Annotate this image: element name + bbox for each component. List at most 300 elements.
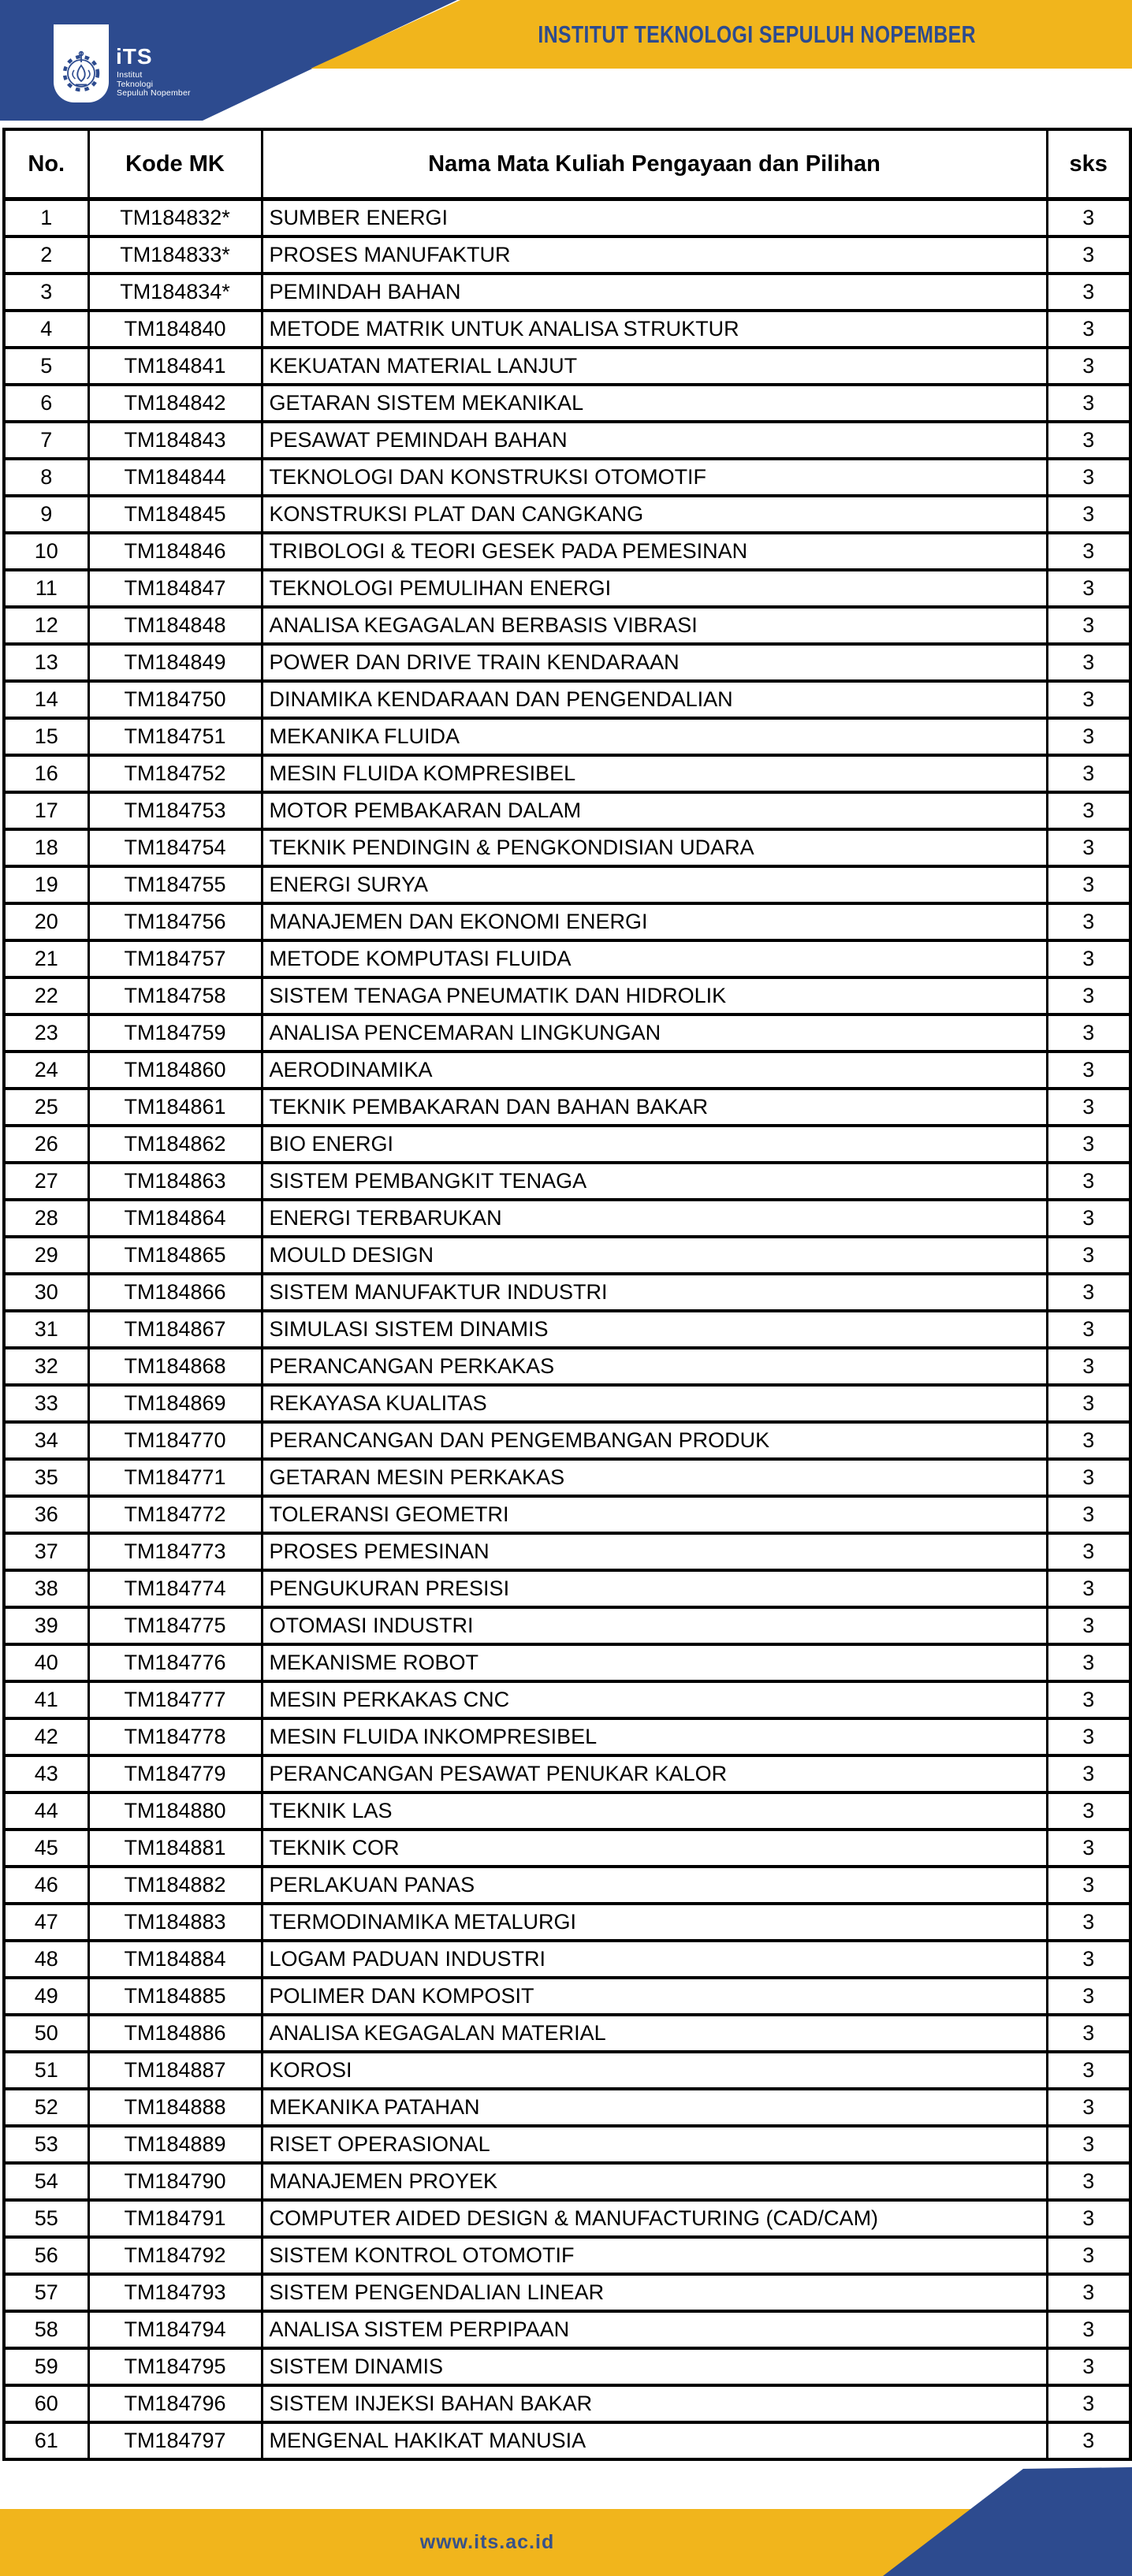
header-row — [4, 129, 1130, 199]
sks-cell: 3 — [1047, 2200, 1130, 2237]
sks-cell: 3 — [1047, 1422, 1130, 1459]
sks-cell: 3 — [1047, 2126, 1130, 2163]
course-name-cell: METODE MATRIK UNTUK ANALISA STRUKTUR — [262, 311, 1047, 348]
course-code-cell: TM184860 — [88, 1052, 262, 1089]
sks-cell: 3 — [1047, 829, 1130, 866]
row-number-cell: 61 — [4, 2422, 88, 2459]
course-code-cell: TM184880 — [88, 1792, 262, 1830]
sks-cell: 3 — [1047, 866, 1130, 903]
course-name-cell: PERANCANGAN PESAWAT PENUKAR KALOR — [262, 1755, 1047, 1792]
row-number-cell: 1 — [4, 199, 88, 237]
table-row — [4, 1348, 1130, 1385]
course-name-cell: MESIN FLUIDA KOMPRESIBEL — [262, 755, 1047, 792]
course-code-cell: TM184847 — [88, 570, 262, 607]
table-row — [4, 718, 1130, 755]
table-row — [4, 1644, 1130, 1681]
row-number-cell: 14 — [4, 681, 88, 718]
course-code-cell: TM184864 — [88, 1200, 262, 1237]
row-number-cell: 42 — [4, 1718, 88, 1755]
table-row — [4, 1792, 1130, 1830]
sks-cell: 3 — [1047, 1570, 1130, 1607]
course-code-cell: TM184794 — [88, 2311, 262, 2348]
sks-cell: 3 — [1047, 496, 1130, 533]
course-name-cell: ANALISA SISTEM PERPIPAAN — [262, 2311, 1047, 2348]
course-code-cell: TM184775 — [88, 1607, 262, 1644]
course-name-cell: ANALISA KEGAGALAN MATERIAL — [262, 2015, 1047, 2052]
course-code-cell: TM184790 — [88, 2163, 262, 2200]
course-code-cell: TM184849 — [88, 644, 262, 681]
course-name-cell: BIO ENERGI — [262, 1126, 1047, 1163]
table-row — [4, 2052, 1130, 2089]
course-name-cell: MENGENAL HAKIKAT MANUSIA — [262, 2422, 1047, 2459]
row-number-cell: 36 — [4, 1496, 88, 1533]
table-row — [4, 1459, 1130, 1496]
course-name-cell: MESIN FLUIDA INKOMPRESIBEL — [262, 1718, 1047, 1755]
sks-cell: 3 — [1047, 533, 1130, 570]
course-code-cell: TM184758 — [88, 977, 262, 1014]
sks-cell: 3 — [1047, 977, 1130, 1014]
sks-cell: 3 — [1047, 1718, 1130, 1755]
course-code-cell: TM184848 — [88, 607, 262, 644]
row-number-cell: 43 — [4, 1755, 88, 1792]
row-number-cell: 44 — [4, 1792, 88, 1830]
row-number-cell: 21 — [4, 940, 88, 977]
footer-website: www.its.ac.id — [419, 2531, 555, 2553]
table-row — [4, 1014, 1130, 1052]
course-name-cell: RISET OPERASIONAL — [262, 2126, 1047, 2163]
table-row — [4, 1904, 1130, 1941]
sks-cell: 3 — [1047, 2015, 1130, 2052]
course-code-cell: TM184886 — [88, 2015, 262, 2052]
sks-cell: 3 — [1047, 1792, 1130, 1830]
sks-cell: 3 — [1047, 1533, 1130, 1570]
course-code-cell: TM184868 — [88, 1348, 262, 1385]
course-code-cell: TM184865 — [88, 1237, 262, 1274]
row-number-cell: 50 — [4, 2015, 88, 2052]
course-code-cell: TM184796 — [88, 2385, 262, 2422]
table-row — [4, 977, 1130, 1014]
sks-cell: 3 — [1047, 1755, 1130, 1792]
table-row — [4, 792, 1130, 829]
course-name-cell: PEMINDAH BAHAN — [262, 274, 1047, 311]
course-name-cell: TERMODINAMIKA METALURGI — [262, 1904, 1047, 1941]
sks-cell: 3 — [1047, 570, 1130, 607]
table-row — [4, 2163, 1130, 2200]
course-code-cell: TM184793 — [88, 2274, 262, 2311]
course-code-cell: TM184757 — [88, 940, 262, 977]
row-number-cell: 29 — [4, 1237, 88, 1274]
table-row — [4, 1570, 1130, 1607]
table-row — [4, 1052, 1130, 1089]
row-number-cell: 23 — [4, 1014, 88, 1052]
course-code-cell: TM184862 — [88, 1126, 262, 1163]
sks-cell: 3 — [1047, 1163, 1130, 1200]
course-name-cell: SISTEM INJEKSI BAHAN BAKAR — [262, 2385, 1047, 2422]
course-name-cell: TEKNIK LAS — [262, 1792, 1047, 1830]
course-name-cell: DINAMIKA KENDARAAN DAN PENGENDALIAN — [262, 681, 1047, 718]
table-row — [4, 644, 1130, 681]
course-code-cell: TM184863 — [88, 1163, 262, 1200]
row-number-cell: 20 — [4, 903, 88, 940]
course-code-cell: TM184774 — [88, 1570, 262, 1607]
course-code-cell: TM184842 — [88, 385, 262, 422]
table-row — [4, 829, 1130, 866]
table-row — [4, 533, 1130, 570]
row-number-cell: 34 — [4, 1422, 88, 1459]
col-header-kode-mk: Kode MK — [88, 129, 262, 199]
course-name-cell: POWER DAN DRIVE TRAIN KENDARAAN — [262, 644, 1047, 681]
course-code-cell: TM184773 — [88, 1533, 262, 1570]
sks-cell: 3 — [1047, 940, 1130, 977]
course-name-cell: MEKANIKA PATAHAN — [262, 2089, 1047, 2126]
table-row — [4, 1533, 1130, 1570]
course-name-cell: TOLERANSI GEOMETRI — [262, 1496, 1047, 1533]
sks-cell: 3 — [1047, 718, 1130, 755]
row-number-cell: 6 — [4, 385, 88, 422]
sks-cell: 3 — [1047, 2052, 1130, 2089]
course-name-cell: MEKANISME ROBOT — [262, 1644, 1047, 1681]
table-row — [4, 1496, 1130, 1533]
course-code-cell: TM184883 — [88, 1904, 262, 1941]
course-code-cell: TM184881 — [88, 1830, 262, 1867]
table-row — [4, 1385, 1130, 1422]
sks-cell: 3 — [1047, 2385, 1130, 2422]
course-name-cell: SISTEM DINAMIS — [262, 2348, 1047, 2385]
course-code-cell: TM184759 — [88, 1014, 262, 1052]
course-name-cell: GETARAN SISTEM MEKANIKAL — [262, 385, 1047, 422]
table-row — [4, 570, 1130, 607]
table-row — [4, 866, 1130, 903]
row-number-cell: 60 — [4, 2385, 88, 2422]
table-row — [4, 2385, 1130, 2422]
course-code-cell: TM184844 — [88, 459, 262, 496]
course-name-cell: MANAJEMEN DAN EKONOMI ENERGI — [262, 903, 1047, 940]
table-row — [4, 1755, 1130, 1792]
course-code-cell: TM184753 — [88, 792, 262, 829]
sks-cell: 3 — [1047, 385, 1130, 422]
course-code-cell: TM184751 — [88, 718, 262, 755]
row-number-cell: 2 — [4, 236, 88, 274]
table-row — [4, 2422, 1130, 2459]
sks-cell: 3 — [1047, 2422, 1130, 2459]
table-row — [4, 681, 1130, 718]
row-number-cell: 49 — [4, 1978, 88, 2015]
course-code-cell: TM184797 — [88, 2422, 262, 2459]
table-row — [4, 1274, 1130, 1311]
sks-cell: 3 — [1047, 236, 1130, 274]
sks-cell: 3 — [1047, 199, 1130, 237]
row-number-cell: 11 — [4, 570, 88, 607]
its-logo — [54, 24, 109, 102]
table-row — [4, 755, 1130, 792]
table-row — [4, 2237, 1130, 2274]
row-number-cell: 25 — [4, 1089, 88, 1126]
row-number-cell: 12 — [4, 607, 88, 644]
sks-cell: 3 — [1047, 459, 1130, 496]
sks-cell: 3 — [1047, 1941, 1130, 1978]
its-subtitle-line-1: Institut — [117, 70, 143, 80]
sks-cell: 3 — [1047, 2163, 1130, 2200]
course-code-cell: TM184750 — [88, 681, 262, 718]
col-header-no: No. — [4, 129, 88, 199]
row-number-cell: 48 — [4, 1941, 88, 1978]
row-number-cell: 37 — [4, 1533, 88, 1570]
sks-cell: 3 — [1047, 422, 1130, 459]
row-number-cell: 47 — [4, 1904, 88, 1941]
row-number-cell: 35 — [4, 1459, 88, 1496]
course-code-cell: TM184776 — [88, 1644, 262, 1681]
course-name-cell: SIMULASI SISTEM DINAMIS — [262, 1311, 1047, 1348]
row-number-cell: 58 — [4, 2311, 88, 2348]
row-number-cell: 19 — [4, 866, 88, 903]
its-subtitle-line-3: Sepuluh Nopember — [117, 88, 191, 98]
course-name-cell: PESAWAT PEMINDAH BAHAN — [262, 422, 1047, 459]
row-number-cell: 3 — [4, 274, 88, 311]
its-wordmark-subtitle — [117, 71, 191, 99]
course-name-cell: TEKNIK PENDINGIN & PENGKONDISIAN UDARA — [262, 829, 1047, 866]
table-row — [4, 274, 1130, 311]
course-name-cell: PROSES MANUFAKTUR — [262, 236, 1047, 274]
course-name-cell: AERODINAMIKA — [262, 1052, 1047, 1089]
row-number-cell: 57 — [4, 2274, 88, 2311]
course-table-header — [4, 129, 1130, 199]
row-number-cell: 22 — [4, 977, 88, 1014]
course-name-cell: ENERGI TERBARUKAN — [262, 1200, 1047, 1237]
row-number-cell: 18 — [4, 829, 88, 866]
row-number-cell: 53 — [4, 2126, 88, 2163]
sks-cell: 3 — [1047, 1904, 1130, 1941]
row-number-cell: 59 — [4, 2348, 88, 2385]
course-code-cell: TM184869 — [88, 1385, 262, 1422]
course-name-cell: METODE KOMPUTASI FLUIDA — [262, 940, 1047, 977]
row-number-cell: 51 — [4, 2052, 88, 2089]
course-name-cell: COMPUTER AIDED DESIGN & MANUFACTURING (CAD/CAM) — [262, 2200, 1047, 2237]
row-number-cell: 40 — [4, 1644, 88, 1681]
row-number-cell: 26 — [4, 1126, 88, 1163]
table-row — [4, 1830, 1130, 1867]
table-row — [4, 903, 1130, 940]
course-code-cell: TM184832* — [88, 199, 262, 237]
row-number-cell: 39 — [4, 1607, 88, 1644]
table-row — [4, 311, 1130, 348]
table-row — [4, 1718, 1130, 1755]
course-name-cell: PERANCANGAN PERKAKAS — [262, 1348, 1047, 1385]
course-name-cell: TEKNOLOGI PEMULIHAN ENERGI — [262, 570, 1047, 607]
table-row — [4, 236, 1130, 274]
sks-cell: 3 — [1047, 1348, 1130, 1385]
sks-cell: 3 — [1047, 1459, 1130, 1496]
row-number-cell: 5 — [4, 348, 88, 385]
course-code-cell: TM184752 — [88, 755, 262, 792]
sks-cell: 3 — [1047, 2089, 1130, 2126]
course-code-cell: TM184770 — [88, 1422, 262, 1459]
table-row — [4, 1681, 1130, 1718]
course-code-cell: TM184795 — [88, 2348, 262, 2385]
row-number-cell: 13 — [4, 644, 88, 681]
sks-cell: 3 — [1047, 2311, 1130, 2348]
its-gear-icon — [59, 49, 103, 93]
course-name-cell: TEKNIK PEMBAKARAN DAN BAHAN BAKAR — [262, 1089, 1047, 1126]
course-name-cell: SISTEM PEMBANGKIT TENAGA — [262, 1163, 1047, 1200]
table-row — [4, 2200, 1130, 2237]
course-name-cell: MOTOR PEMBAKARAN DALAM — [262, 792, 1047, 829]
sks-cell: 3 — [1047, 681, 1130, 718]
sks-cell: 3 — [1047, 1385, 1130, 1422]
table-row — [4, 2015, 1130, 2052]
sks-cell: 3 — [1047, 903, 1130, 940]
course-name-cell: SISTEM MANUFAKTUR INDUSTRI — [262, 1274, 1047, 1311]
row-number-cell: 46 — [4, 1867, 88, 1904]
course-name-cell: SUMBER ENERGI — [262, 199, 1047, 237]
course-name-cell: LOGAM PADUAN INDUSTRI — [262, 1941, 1047, 1978]
course-name-cell: PROSES PEMESINAN — [262, 1533, 1047, 1570]
course-name-cell: POLIMER DAN KOMPOSIT — [262, 1978, 1047, 2015]
table-row — [4, 2089, 1130, 2126]
course-table — [2, 128, 1132, 2461]
row-number-cell: 55 — [4, 2200, 88, 2237]
table-row — [4, 2126, 1130, 2163]
row-number-cell: 10 — [4, 533, 88, 570]
course-table-body — [4, 199, 1130, 2460]
course-code-cell: TM184791 — [88, 2200, 262, 2237]
course-name-cell: PENGUKURAN PRESISI — [262, 1570, 1047, 1607]
course-name-cell: KONSTRUKSI PLAT DAN CANGKANG — [262, 496, 1047, 533]
table-row — [4, 422, 1130, 459]
table-row — [4, 1607, 1130, 1644]
sks-cell: 3 — [1047, 2274, 1130, 2311]
table-row — [4, 940, 1130, 977]
course-code-cell: TM184779 — [88, 1755, 262, 1792]
table-row — [4, 1126, 1130, 1163]
course-code-cell: TM184777 — [88, 1681, 262, 1718]
table-row — [4, 1237, 1130, 1274]
row-number-cell: 28 — [4, 1200, 88, 1237]
row-number-cell: 17 — [4, 792, 88, 829]
row-number-cell: 38 — [4, 1570, 88, 1607]
institution-title — [441, 0, 1072, 69]
col-header-nama-mata-kuliah: Nama Mata Kuliah Pengayaan dan Pilihan — [262, 129, 1047, 199]
course-code-cell: TM184843 — [88, 422, 262, 459]
row-number-cell: 32 — [4, 1348, 88, 1385]
course-name-cell: KOROSI — [262, 2052, 1047, 2089]
table-row — [4, 348, 1130, 385]
course-name-cell: PERANCANGAN DAN PENGEMBANGAN PRODUK — [262, 1422, 1047, 1459]
table-row — [4, 1163, 1130, 1200]
sks-cell: 3 — [1047, 348, 1130, 385]
sks-cell: 3 — [1047, 2348, 1130, 2385]
sks-cell: 3 — [1047, 1274, 1130, 1311]
course-code-cell: TM184834* — [88, 274, 262, 311]
sks-cell: 3 — [1047, 755, 1130, 792]
course-code-cell: TM184867 — [88, 1311, 262, 1348]
table-row — [4, 1422, 1130, 1459]
its-subtitle-line-2: Teknologi — [117, 79, 154, 89]
row-number-cell: 45 — [4, 1830, 88, 1867]
table-row — [4, 1978, 1130, 2015]
institution-title-text: INSTITUT TEKNOLOGI SEPULUH NOPEMBER — [538, 20, 976, 48]
course-name-cell: PERLAKUAN PANAS — [262, 1867, 1047, 1904]
sks-cell: 3 — [1047, 1867, 1130, 1904]
course-name-cell: OTOMASI INDUSTRI — [262, 1607, 1047, 1644]
sks-cell: 3 — [1047, 1089, 1130, 1126]
sks-cell: 3 — [1047, 1052, 1130, 1089]
course-code-cell: TM184778 — [88, 1718, 262, 1755]
row-number-cell: 33 — [4, 1385, 88, 1422]
course-name-cell: TRIBOLOGI & TEORI GESEK PADA PEMESINAN — [262, 533, 1047, 570]
its-wordmark: iTS — [116, 44, 153, 69]
sks-cell: 3 — [1047, 311, 1130, 348]
course-name-cell: MEKANIKA FLUIDA — [262, 718, 1047, 755]
course-code-cell: TM184866 — [88, 1274, 262, 1311]
course-code-cell: TM184792 — [88, 2237, 262, 2274]
course-code-cell: TM184755 — [88, 866, 262, 903]
sks-cell: 3 — [1047, 2237, 1130, 2274]
sks-cell: 3 — [1047, 1237, 1130, 1274]
sks-cell: 3 — [1047, 274, 1130, 311]
course-name-cell: MOULD DESIGN — [262, 1237, 1047, 1274]
course-code-cell: TM184882 — [88, 1867, 262, 1904]
sks-cell: 3 — [1047, 1978, 1130, 2015]
row-number-cell: 31 — [4, 1311, 88, 1348]
row-number-cell: 56 — [4, 2237, 88, 2274]
row-number-cell: 4 — [4, 311, 88, 348]
table-row — [4, 496, 1130, 533]
row-number-cell: 41 — [4, 1681, 88, 1718]
sks-cell: 3 — [1047, 1681, 1130, 1718]
course-code-cell: TM184771 — [88, 1459, 262, 1496]
course-name-cell: SISTEM TENAGA PNEUMATIK DAN HIDROLIK — [262, 977, 1047, 1014]
course-code-cell: TM184841 — [88, 348, 262, 385]
course-name-cell: ENERGI SURYA — [262, 866, 1047, 903]
row-number-cell: 16 — [4, 755, 88, 792]
course-code-cell: TM184884 — [88, 1941, 262, 1978]
course-code-cell: TM184833* — [88, 236, 262, 274]
sks-cell: 3 — [1047, 1014, 1130, 1052]
course-name-cell: KEKUATAN MATERIAL LANJUT — [262, 348, 1047, 385]
table-row — [4, 1311, 1130, 1348]
course-name-cell: SISTEM KONTROL OTOMOTIF — [262, 2237, 1047, 2274]
row-number-cell: 52 — [4, 2089, 88, 2126]
course-name-cell: ANALISA PENCEMARAN LINGKUNGAN — [262, 1014, 1047, 1052]
course-code-cell: TM184772 — [88, 1496, 262, 1533]
sks-cell: 3 — [1047, 792, 1130, 829]
course-code-cell: TM184756 — [88, 903, 262, 940]
table-row — [4, 2311, 1130, 2348]
sks-cell: 3 — [1047, 1200, 1130, 1237]
course-code-cell: TM184889 — [88, 2126, 262, 2163]
table-row — [4, 2274, 1130, 2311]
sks-cell: 3 — [1047, 1830, 1130, 1867]
row-number-cell: 24 — [4, 1052, 88, 1089]
course-name-cell: TEKNOLOGI DAN KONSTRUKSI OTOMOTIF — [262, 459, 1047, 496]
course-code-cell: TM184887 — [88, 2052, 262, 2089]
sks-cell: 3 — [1047, 1644, 1130, 1681]
row-number-cell: 15 — [4, 718, 88, 755]
row-number-cell: 7 — [4, 422, 88, 459]
course-name-cell: REKAYASA KUALITAS — [262, 1385, 1047, 1422]
course-code-cell: TM184840 — [88, 311, 262, 348]
table-row — [4, 199, 1130, 237]
sks-cell: 3 — [1047, 1311, 1130, 1348]
course-name-cell: GETARAN MESIN PERKAKAS — [262, 1459, 1047, 1496]
course-name-cell: SISTEM PENGENDALIAN LINEAR — [262, 2274, 1047, 2311]
table-row — [4, 1867, 1130, 1904]
course-name-cell: ANALISA KEGAGALAN BERBASIS VIBRASI — [262, 607, 1047, 644]
sks-cell: 3 — [1047, 1607, 1130, 1644]
row-number-cell: 54 — [4, 2163, 88, 2200]
row-number-cell: 27 — [4, 1163, 88, 1200]
sks-cell: 3 — [1047, 1496, 1130, 1533]
